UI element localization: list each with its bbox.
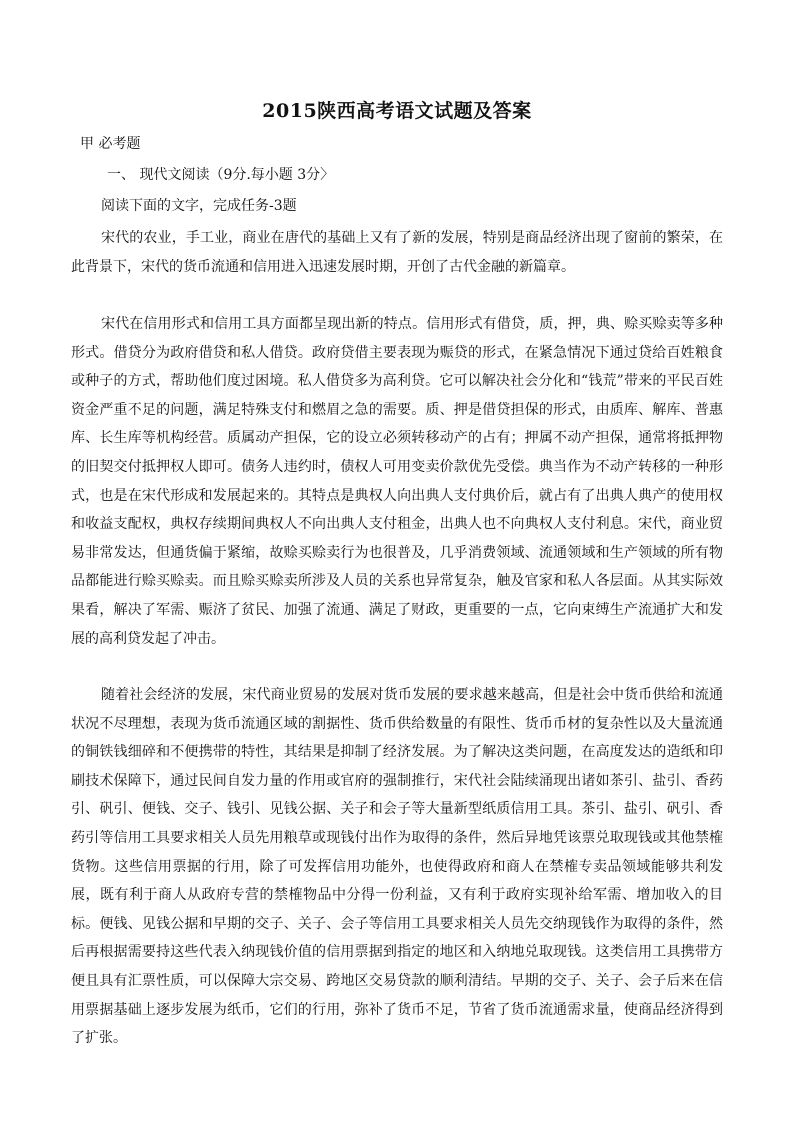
paragraph-2: 宋代在信用形式和信用工具方面都呈现出新的特点。信用形式有借贷，质，押，典、赊买赊卖等多种形式。借贷分为政府借贷和私人借贷。政府贷借主要表现为赈贷的形式，在紧急情况下通过贷给百姓粮食或种子的方式，帮助他们度过困境。私人借贷多为高利贷。它可以解决社会分化和“钱荒”带来的平民百姓资金严重不足的问题，满足特殊支付和燃眉之急的需要。质、押是借贷担保的形式，由质库、解库、普惠库、长生库等机构经营。质属动产担保，它的设立必须转移动产的占有；押属不动产担保，通常将抵押物的旧契交付抵押权人即可。债务人违约时，债权人可用变卖价款优先受偿。典当作为不动产转移的一种形式，也是在宋代形成和发展起来的。其特点是典权人向出典人支付典价后，就占有了出典人典产的使用权和收益支配权，典权存续期间典权人不向出典人支付租金，出典人也不向典权人支付利息。宋代，商业贸易非常发达，但通货偏于紧缩，故赊买赊卖行为也很普及，几乎消费领域、流通领域和生产领域的所有物品都能进行赊买赊卖。而且赊买赊卖所涉及人员的关系也异常复杂，触及官家和私人各层面。从其实际效果看，解决了军需、赈济了贫民、加强了流通、满足了财政，更重要的一点，它向束缚生产流通扩大和发展的高利贷发起了冲击。 [71,316,723,647]
paragraph-1: 宋代的农业，手工业，商业在唐代的基础上又有了新的发展，特别是商品经济出现了窗前的繁荣，在此背景下，宋代的货币流通和信用进入迅速发展时期，开创了古代金融的新篇章。 [71,230,723,275]
reading-instruction: 阅读下面的文字，完成任务-3题 [101,198,297,214]
page-title: 2015陕西高考语文试题及答案 [262,100,532,122]
question-heading: 一、 现代文阅读（9分.每小题 3分〉 [107,167,335,183]
paragraph-3: 随着社会经济的发展，宋代商业贸易的发展对货币发展的要求越来越高，但是社会中货币供给和流通状况不尽理想，表现为货币流通区域的割据性、货币供给数量的有限性、货币币材的复杂性以及大量流通的铜铁钱细碎和不便携带的特性，其结果是抑制了经济发展。为了解决这类问题，在高度发达的造纸和印刷技术保障下，通过民间自发力量的作用或官府的强制推行，宋代社会陆续涌现出诸如茶引、盐引、香药引、矾引、便钱、交子、钱引、见钱公据、关子和会子等大量新型纸质信用工具。茶引、盐引、矾引、香药引等信用工具要求相关人员先用粮草或现钱付出作为取得的条件，然后异地凭该票兑取现钱或其他禁榷货物。这些信用票据的行用，除了可发挥信用功能外，也使得政府和商人在禁榷专卖品领域能够共利发展，既有利于商人从政府专营的禁榷物品中分得一份利益，又有利于政府实现补给军需、增加收入的目标。便钱、见钱公据和早期的交子、关子、会子等信用工具要求相关人员先交纳现钱作为取得的条件，然后再根据需要持这些代表入纳现钱价值的信用票据到指定的地区和入纳地兑取现钱。这类信用工具携带方便且具有汇票性质，可以保障大宗交易、跨地区交易贷款的顺利清结。早期的交子、关子、会子后来在信用票据基础上逐步发展为纸币，它们的行用，弥补了货币不足，节省了货币流通需求量，使商品经济得到了扩张。 [71,687,723,1047]
section-label: 甲 必考题 [80,136,141,152]
